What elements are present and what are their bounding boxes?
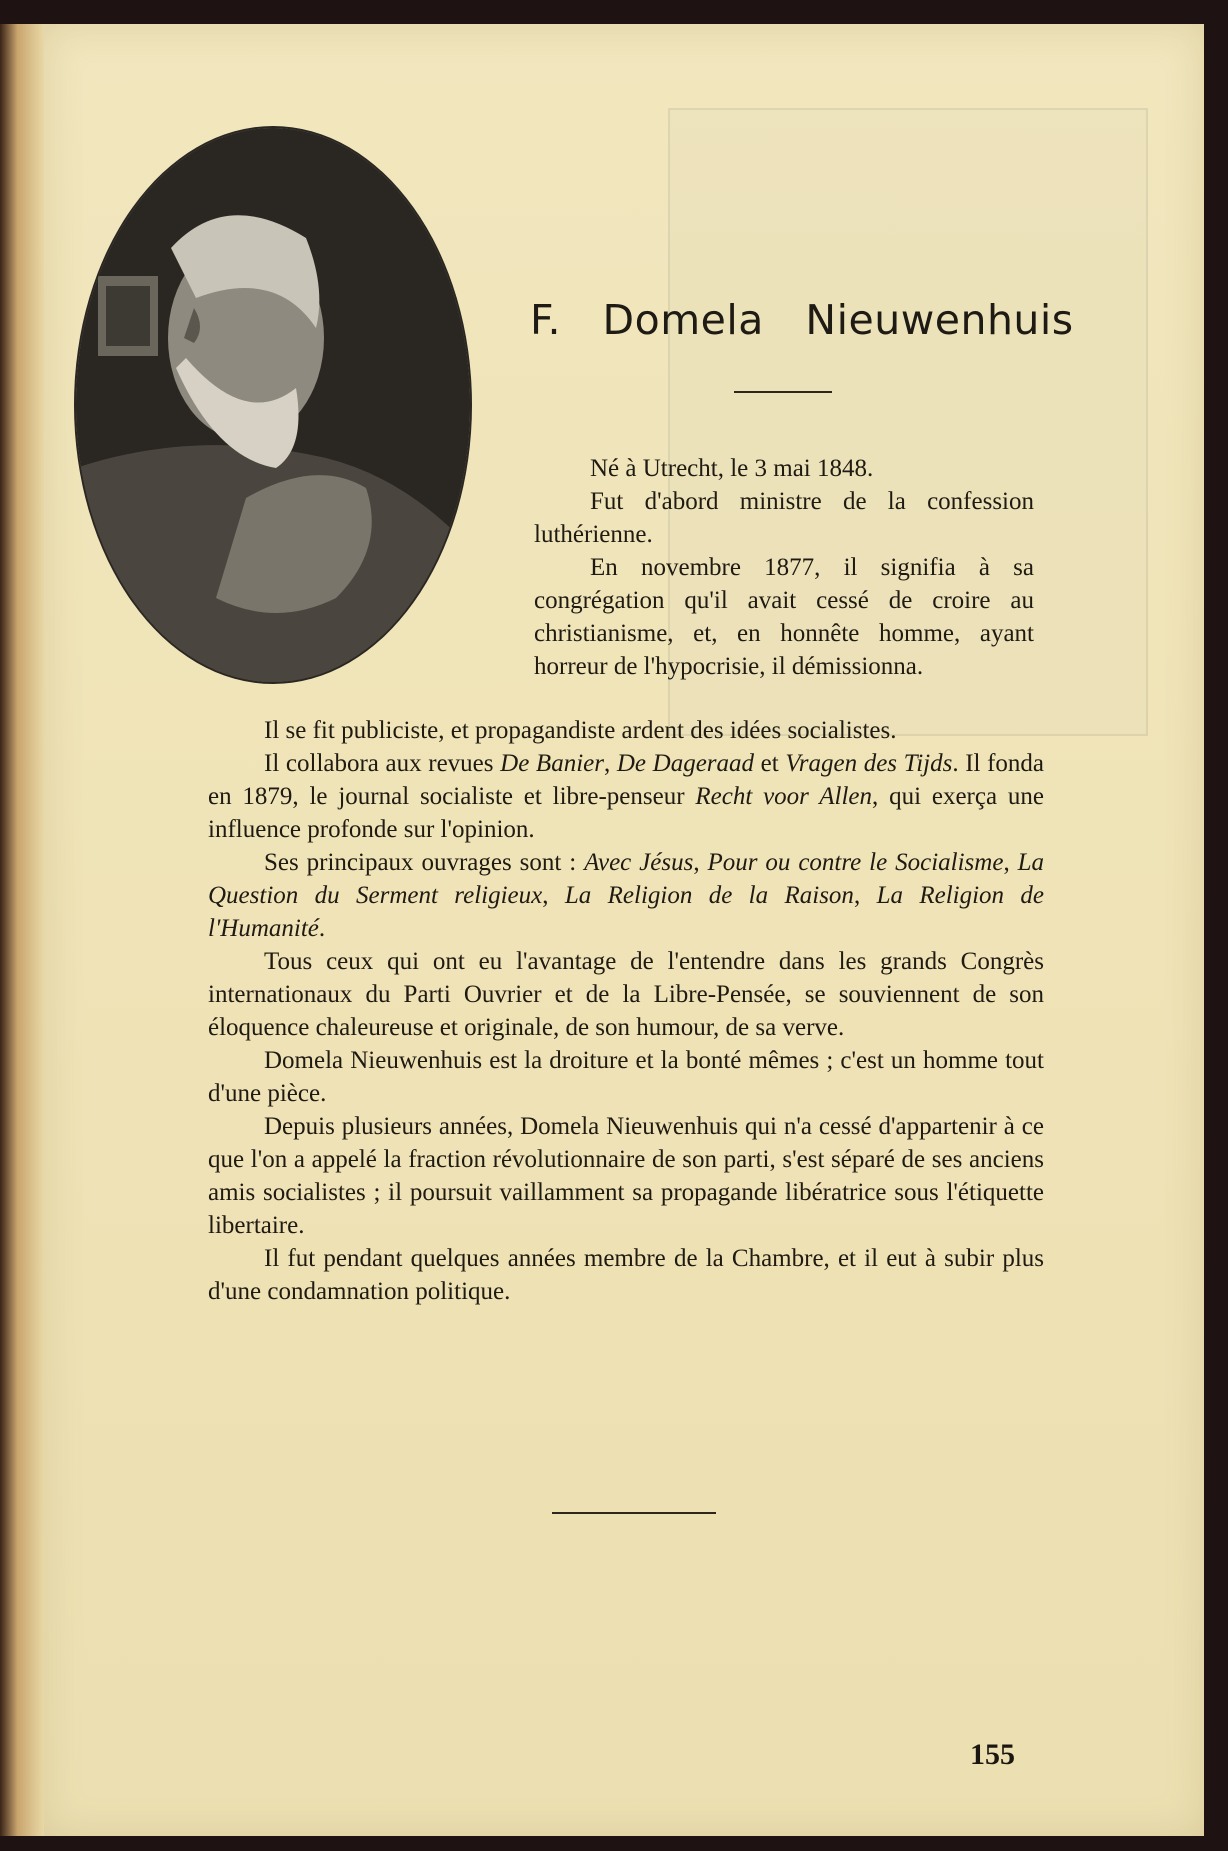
page-number: 155 [970, 1738, 1015, 1771]
congress-paragraph: Tous ceux qui ont eu l'avantage de l'entendre dans les grands Congrès internationaux du Parti Ouvrier et de la Libre-Pensée, se souviennent de son éloquence chaleureuse et originale, de son humour, de sa verve. [208, 948, 1044, 1041]
birth-paragraph: Né à Utrecht, le 3 mai 1848. [590, 455, 874, 482]
title-rule [734, 391, 832, 393]
work-title: La Religion de la Raison [564, 882, 854, 909]
book-gutter [0, 24, 44, 1836]
body-block [208, 714, 1044, 1308]
portrait-photo [76, 128, 470, 682]
intro-block [534, 452, 1034, 683]
chamber-paragraph: Il fut pendant quelques années membre de la Chambre, et il eut à subir plus d'une condamnation politique. [208, 1245, 1044, 1305]
work-title: La Question du Serment religieux [208, 849, 1045, 909]
page-title: F. Domela Nieuwenhuis [530, 296, 1074, 344]
work-title: Pour ou contre le Socialisme [707, 849, 1004, 876]
journal-title: Recht voor Allen [695, 783, 873, 810]
libertarian-paragraph: Depuis plusieurs années, Domela Nieuwenhuis qui n'a cessé d'appartenir à ce que l'on a appelé la fraction révolutionnaire de son parti, s'est séparé de ses anciens amis socialistes ; il poursuit vaillamment sa propagande libératrice sous l'étiquette libertaire. [208, 1113, 1044, 1239]
review-title: De Banier [500, 750, 604, 777]
review-title: Vragen des Tijds [785, 750, 953, 777]
work-title: La Religion de l'Humanité [208, 882, 1045, 942]
reviews-paragraph: Il collabora aux revues De Banier, De Dageraad et Vragen des Tijds. Il fonda en 1879, le journal socialiste et libre-penseur Recht voor Allen, qui exerça une influence profonde sur l'opinion. [208, 750, 1045, 843]
publicist-paragraph: Il se fit publiciste, et propagandiste ardent des idées socialistes. [264, 717, 897, 744]
character-paragraph: Domela Nieuwenhuis est la droiture et la bonté mêmes ; c'est un homme tout d'une pièce. [208, 1047, 1044, 1107]
end-rule [552, 1512, 716, 1514]
work-title: Avec Jésus [584, 849, 694, 876]
resignation-paragraph: En novembre 1877, il signifia à sa congrégation qu'il avait cessé de croire au christianisme, et, en honnête homme, ayant horreur de l'hypocrisie, il démissionna. [534, 554, 1034, 680]
works-paragraph: Ses principaux ouvrages sont : Avec Jésus, Pour ou contre le Socialisme, La Question du Serment religieux, La Religion de la Raison, La Religion de l'Humanité. [208, 849, 1045, 942]
review-title: De Dageraad [616, 750, 755, 777]
ministry-paragraph: Fut d'abord ministre de la confession luthérienne. [534, 488, 1034, 548]
